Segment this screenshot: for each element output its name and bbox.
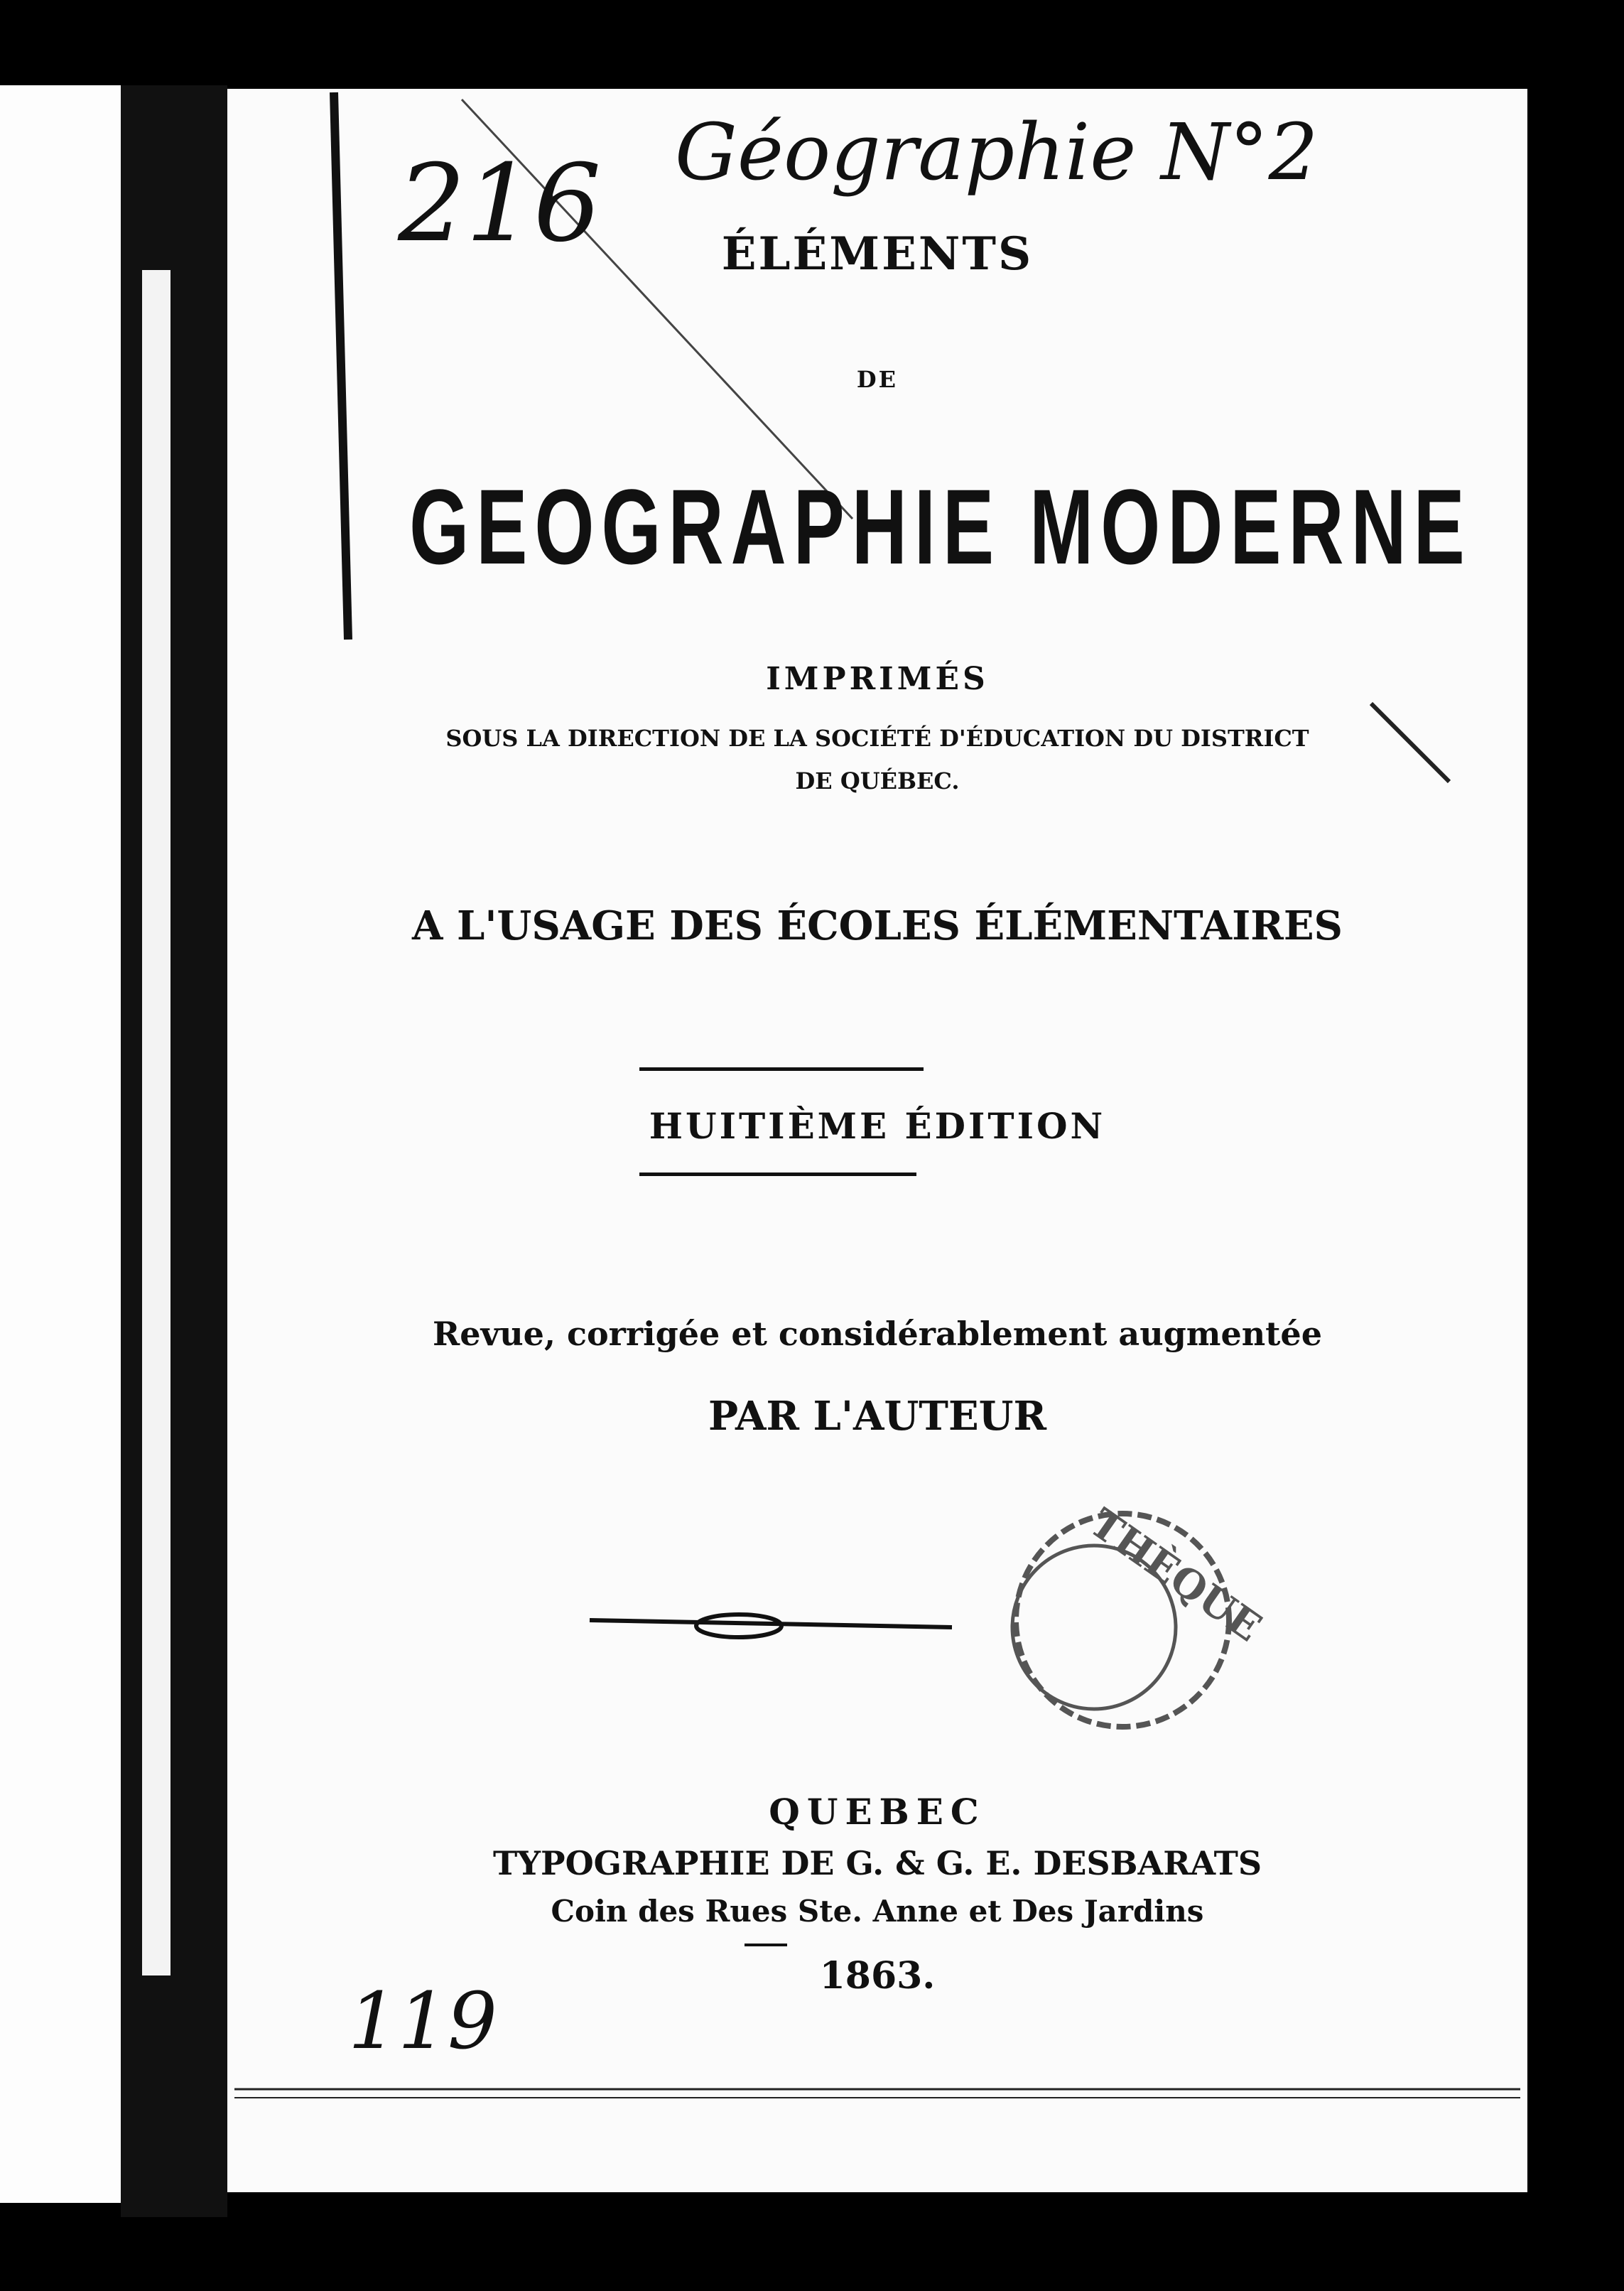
imprint-label: IMPRIMÉS: [766, 661, 989, 697]
publisher-address: Coin des Rues Ste. Anne et Des Jardins: [551, 1894, 1204, 1929]
library-stamp-text: THÈQUE: [1081, 1499, 1270, 1651]
edition-line: HUITIÈME ÉDITION: [649, 1105, 1106, 1147]
revision-line: Revue, corrigée et considérablement augmentée: [433, 1315, 1322, 1353]
usage-line: A L'USAGE DES ÉCOLES ÉLÉMENTAIRES: [412, 902, 1343, 949]
publisher-city: QUEBEC: [769, 1791, 986, 1833]
imprint-direction-line2: DE QUÉBEC.: [795, 767, 960, 794]
title-line1: ÉLÉMENTS: [721, 227, 1034, 281]
author-line: PAR L'AUTEUR: [708, 1393, 1047, 1440]
title-main: GEOGRAPHIE MODERNE: [409, 467, 1472, 586]
ornament-rule: [590, 1620, 952, 1627]
year-rule: [745, 1944, 787, 1946]
publication-year: 1863.: [819, 1954, 936, 1998]
ornament-loop: [696, 1615, 781, 1637]
edition-bottom-rule: [639, 1173, 916, 1176]
handwritten-subject-note: Géographie N°2: [675, 107, 1319, 198]
imprint-direction-line1: SOUS LA DIRECTION DE LA SOCIÉTÉ D'ÉDUCATION DU DISTRICT: [445, 725, 1309, 752]
handwritten-call-number: 216: [398, 142, 602, 266]
title-line2: DE: [856, 366, 899, 393]
handwritten-bottom-number: 119: [348, 1975, 497, 2066]
publisher-printer: TYPOGRAPHIE DE G. & G. E. DESBARATS: [492, 1844, 1262, 1882]
edition-top-rule: [639, 1067, 924, 1071]
